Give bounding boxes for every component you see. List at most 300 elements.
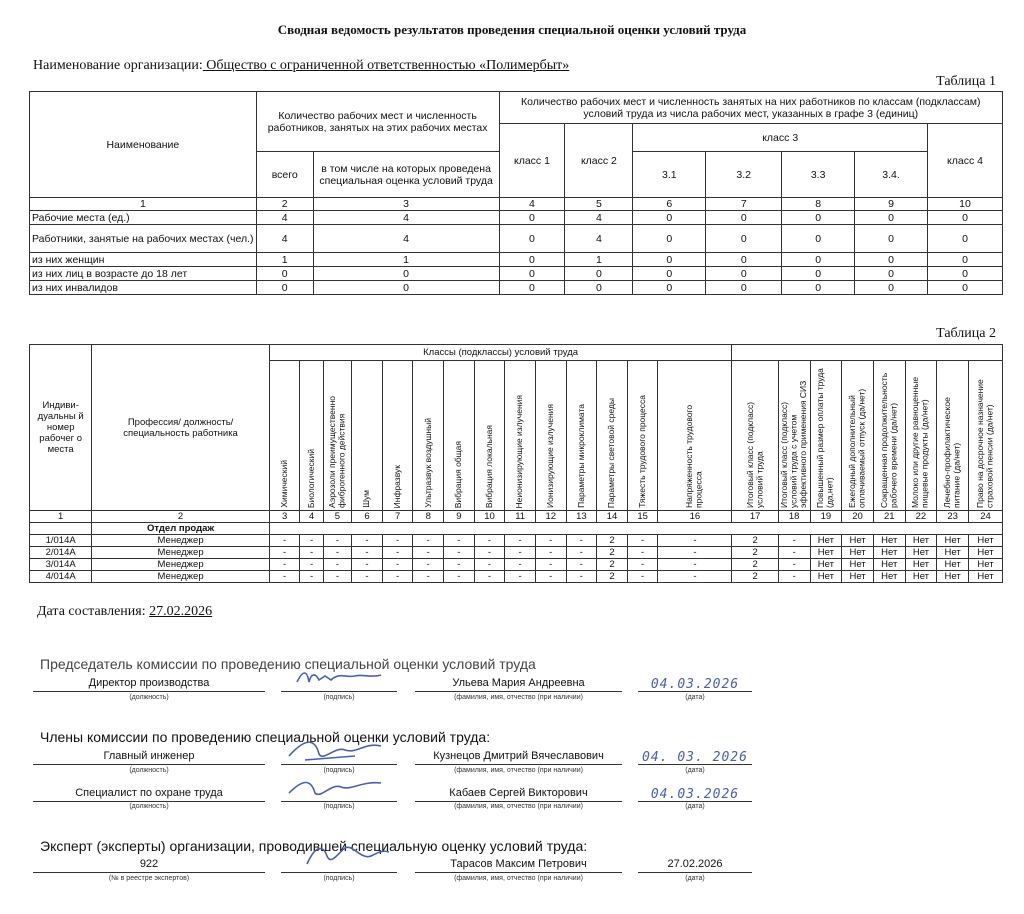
column-number: 5: [323, 511, 352, 523]
factor-header: [597, 361, 628, 511]
factor-header: [269, 361, 300, 511]
table-cell: 0: [706, 211, 782, 225]
table-cell: -: [627, 571, 658, 583]
table-cell: -: [778, 571, 810, 583]
chair-caption-position: (должность): [129, 694, 169, 701]
table-cell: Нет: [810, 535, 842, 547]
factor-header: [968, 361, 1002, 511]
factor-header: [937, 361, 969, 511]
factor-header: [778, 361, 810, 511]
member1-caption-position: (должность): [129, 767, 169, 774]
table-row: [30, 535, 1003, 547]
factor-label: Итоговый класс (подкласс) условий труда с учетом эффективного применения СИЗ: [778, 380, 808, 508]
table-cell: -: [269, 547, 300, 559]
table-cell: 0: [782, 267, 855, 281]
member1-date: 04. 03. 2026: [642, 750, 748, 765]
t2-header-blank: [732, 345, 1003, 361]
table-cell: Нет: [905, 547, 937, 559]
factor-label: Неионизирующие излучения: [514, 394, 525, 508]
table-cell: -: [323, 559, 352, 571]
column-number: 20: [842, 511, 874, 523]
member1-caption-fio: (фамилия, имя, отчество (при наличии): [454, 767, 583, 774]
table-cell: 0: [855, 267, 928, 281]
table-cell: -: [535, 535, 566, 547]
table-cell: 2: [732, 559, 778, 571]
column-number: 3: [313, 198, 499, 211]
column-number: 12: [535, 511, 566, 523]
table-cell: 2: [597, 535, 628, 547]
table1-caption: Таблица 1: [936, 74, 996, 89]
table-cell: -: [444, 535, 475, 547]
factor-label: Тяжесть трудового процесса: [636, 395, 647, 508]
table-cell: 2: [732, 547, 778, 559]
factor-header: [842, 361, 874, 511]
table-cell: -: [300, 535, 323, 547]
table-cell: 2: [597, 559, 628, 571]
factor-label: Аэрозоли преимущественно фиброгенного действия: [326, 396, 347, 508]
row-label: Рабочие места (ед.): [30, 211, 257, 225]
table-cell: 0: [855, 211, 928, 225]
factor-label: Шум: [361, 490, 372, 508]
factor-label: Напряженность трудового процесса: [684, 404, 704, 508]
table-cell: Нет: [937, 547, 969, 559]
t2-header-id: Индиви-дуальны й номер рабочег о места: [30, 345, 92, 511]
factor-label: Ежегодный дополнительный оплачиваемый отпуск (да/нет): [847, 388, 867, 508]
column-number: 2: [92, 511, 269, 523]
organization-line: [33, 58, 569, 74]
document-title: Сводная ведомость результатов проведения специальной оценки условий труда: [277, 22, 747, 37]
factor-label: Параметры световой среды: [606, 397, 617, 508]
t1-header-class1: класс 1: [499, 124, 565, 198]
column-number: 1: [30, 198, 257, 211]
factor-header: [352, 361, 383, 511]
table-row: [30, 253, 1003, 267]
factor-label: Вибрация общая: [453, 440, 464, 508]
t1-header-count: Количество рабочих мест и численность работников, занятых на этих рабочих местах: [256, 92, 499, 152]
table-cell: Нет: [968, 547, 1002, 559]
t1-header-name: Наименование: [30, 92, 257, 198]
table-cell: Нет: [968, 571, 1002, 583]
expert-signature-line: [281, 858, 397, 873]
column-number: 8: [413, 511, 444, 523]
table-cell: 4: [256, 225, 313, 253]
table-cell: Нет: [968, 535, 1002, 547]
table-cell: 0: [706, 225, 782, 253]
table-cell: 0: [706, 253, 782, 267]
table-cell: -: [413, 571, 444, 583]
profession: Менеджер: [92, 535, 269, 547]
column-number: 15: [627, 511, 658, 523]
factor-header: [627, 361, 658, 511]
org-label: Наименование организации:: [33, 58, 203, 73]
chair-caption-signature: (подпись): [323, 694, 355, 701]
table-cell: -: [505, 559, 536, 571]
table-cell: Нет: [873, 559, 905, 571]
table-cell: 4: [313, 225, 499, 253]
table-cell: 0: [782, 253, 855, 267]
t2-header-profession: Профессия/ должность/ специальность работника: [92, 345, 269, 511]
t1-header-class2: класс 2: [565, 124, 633, 198]
factor-label: Инфразвук: [391, 464, 402, 508]
table-cell: -: [474, 547, 505, 559]
factor-header: [732, 361, 778, 511]
t2-header-classes: Классы (подклассы) условий труда: [269, 345, 732, 361]
column-number: 10: [928, 198, 1003, 211]
column-number: 8: [782, 198, 855, 211]
expert-caption-signature: (подпись): [323, 875, 355, 882]
member2-position: Специалист по охране труда: [33, 787, 265, 802]
workplace-id: 2/014А: [30, 547, 92, 559]
expert-date: 27.02.2026: [638, 858, 752, 873]
column-number: 14: [597, 511, 628, 523]
factor-header: [658, 361, 732, 511]
t1-column-numbers: [30, 198, 1003, 211]
table-cell: 0: [313, 267, 499, 281]
table-cell: -: [627, 535, 658, 547]
table-cell: Нет: [873, 547, 905, 559]
column-number: 2: [256, 198, 313, 211]
t1-header-class4: класс 4: [928, 124, 1003, 198]
t2-department: Отдел продаж: [92, 523, 269, 535]
member2-fio: Кабаев Сергей Викторович: [415, 787, 622, 802]
expert-caption-registry: (№ в реестре экспертов): [108, 875, 190, 882]
table-cell: -: [413, 547, 444, 559]
member1-caption-signature: (подпись): [323, 767, 355, 774]
table-cell: -: [300, 571, 323, 583]
member2-signature: [285, 775, 385, 803]
member2-caption-signature: (подпись): [323, 803, 355, 810]
table-cell: Нет: [873, 571, 905, 583]
table-cell: -: [413, 559, 444, 571]
member1-signature: [285, 736, 385, 766]
members-heading: Члены комиссии по проведению специальной оценки условий труда:: [40, 729, 491, 745]
table-cell: -: [382, 559, 413, 571]
column-number: 13: [566, 511, 597, 523]
column-number: 4: [499, 198, 565, 211]
table-cell: -: [413, 535, 444, 547]
table-cell: 0: [633, 281, 706, 295]
table-cell: -: [474, 535, 505, 547]
chair-caption-fio: (фамилия, имя, отчество (при наличии): [454, 694, 583, 701]
column-number: 4: [300, 511, 323, 523]
table-cell: 0: [499, 211, 565, 225]
table-row: [30, 559, 1003, 571]
factor-label: Молоко или другие равноценные пищевые продукты (да/нет): [910, 376, 930, 508]
date-value: 27.02.2026: [149, 604, 213, 619]
table-cell: 2: [732, 535, 778, 547]
table-cell: -: [382, 535, 413, 547]
column-number: 18: [778, 511, 810, 523]
chair-heading: Председатель комиссии по проведению специальной оценки условий труда: [40, 656, 536, 672]
table-cell: 0: [706, 267, 782, 281]
table-cell: Нет: [905, 571, 937, 583]
table-cell: 0: [855, 225, 928, 253]
table-cell: 4: [313, 211, 499, 225]
factor-label: Химический: [278, 460, 289, 508]
table-cell: -: [505, 571, 536, 583]
factor-header: [444, 361, 475, 511]
table-cell: -: [566, 535, 597, 547]
member2-date-line: [638, 787, 752, 802]
table-cell: 0: [633, 225, 706, 253]
table-cell: -: [474, 559, 505, 571]
table-cell: Нет: [937, 535, 969, 547]
table-cell: Нет: [937, 571, 969, 583]
profession: Менеджер: [92, 547, 269, 559]
table-cell: 0: [855, 281, 928, 295]
expert-heading: Эксперт (эксперты) организации, проводившей специальную оценку условий труда:: [40, 838, 588, 854]
column-number: 19: [810, 511, 842, 523]
member2-caption-position: (должность): [129, 803, 169, 810]
table2-caption: Таблица 2: [936, 326, 996, 341]
column-number: 6: [633, 198, 706, 211]
member1-signature-line: [281, 750, 397, 765]
chair-signature: [295, 668, 385, 690]
table-cell: -: [566, 547, 597, 559]
table-cell: Нет: [937, 559, 969, 571]
column-number: 22: [905, 511, 937, 523]
table-cell: Нет: [810, 547, 842, 559]
table-row: [30, 281, 1003, 295]
member2-signature-line: [281, 787, 397, 802]
column-number: 6: [352, 511, 383, 523]
member2-date: 04.03.2026: [650, 787, 740, 802]
t1-header-class3: класс 3: [633, 124, 928, 152]
table-row: [30, 267, 1003, 281]
table-cell: 0: [256, 281, 313, 295]
table-cell: -: [352, 547, 383, 559]
column-number: 1: [30, 511, 92, 523]
table-cell: Нет: [968, 559, 1002, 571]
table-row: [30, 211, 1003, 225]
row-label: из них женщин: [30, 253, 257, 267]
t2-department-row: [30, 523, 1003, 535]
table-cell: -: [658, 571, 732, 583]
table-cell: -: [352, 535, 383, 547]
factor-label: Биологический: [305, 448, 316, 508]
row-label: Работники, занятые на рабочих местах (чел.): [30, 225, 257, 253]
table-cell: -: [778, 547, 810, 559]
row-label: из них инвалидов: [30, 281, 257, 295]
t1-header-assessed: в том числе на которых проведена специальная оценка условий труда: [313, 152, 499, 198]
factor-label: Ионизирующие излучения: [545, 404, 555, 508]
table-cell: 0: [928, 211, 1003, 225]
factor-header: [905, 361, 937, 511]
table-cell: 0: [633, 253, 706, 267]
table-cell: -: [323, 535, 352, 547]
factor-header: [382, 361, 413, 511]
table-row: [30, 547, 1003, 559]
table-cell: -: [269, 559, 300, 571]
table-cell: -: [352, 559, 383, 571]
factor-header: [535, 361, 566, 511]
factor-header: [323, 361, 352, 511]
table-cell: 0: [928, 225, 1003, 253]
row-label: из них лиц в возрасте до 18 лет: [30, 267, 257, 281]
table-cell: 0: [928, 281, 1003, 295]
column-number: 9: [855, 198, 928, 211]
table-cell: -: [269, 571, 300, 583]
table-cell: -: [323, 547, 352, 559]
t1-header-total: всего: [256, 152, 313, 198]
column-number: 17: [732, 511, 778, 523]
factor-label: Право на досрочное назначение страховой пенсии (да/нет): [974, 379, 995, 508]
column-number: 24: [968, 511, 1002, 523]
table-cell: 2: [732, 571, 778, 583]
table-cell: 2: [597, 547, 628, 559]
factor-label: Сокращенная продолжительность рабочего времени (да/нет): [878, 372, 899, 508]
table-cell: -: [627, 547, 658, 559]
factor-label: Ультразвук воздушный: [422, 418, 433, 508]
table-cell: 0: [633, 211, 706, 225]
member2-caption-fio: (фамилия, имя, отчество (при наличии): [454, 803, 583, 810]
table-cell: -: [352, 571, 383, 583]
column-number: 10: [474, 511, 505, 523]
summary-table-2: [29, 344, 1003, 583]
table-cell: Нет: [873, 535, 905, 547]
chair-date-line: [638, 677, 752, 692]
t1-header-3-3: 3.3: [782, 152, 855, 198]
table-cell: 4: [565, 211, 633, 225]
member1-caption-date: (дата): [685, 767, 705, 774]
factor-header: [566, 361, 597, 511]
member1-fio: Кузнецов Дмитрий Вячеславович: [415, 750, 622, 765]
table-cell: 0: [565, 281, 633, 295]
table-cell: Нет: [842, 559, 874, 571]
table-cell: -: [444, 559, 475, 571]
column-number: 16: [658, 511, 732, 523]
table-cell: Нет: [842, 547, 874, 559]
expert-registry: 922: [33, 858, 265, 873]
factor-header: [873, 361, 905, 511]
t1-header-classes: Количество рабочих мест и численность занятых на них работников по классам (подклассам) условий труда из числа рабочих мест, указанных в графе 3 (единиц): [499, 92, 1003, 124]
table-cell: 0: [499, 281, 565, 295]
table-cell: -: [535, 571, 566, 583]
column-number: 21: [873, 511, 905, 523]
summary-table-1: [29, 91, 1003, 295]
factor-label: Итоговый класс (подкласс) условий труда: [744, 401, 765, 508]
table-cell: -: [382, 547, 413, 559]
table-cell: Нет: [842, 535, 874, 547]
chair-caption-date: (дата): [685, 694, 705, 701]
expert-caption-date: (дата): [685, 875, 705, 882]
table-cell: -: [300, 547, 323, 559]
table-cell: 0: [855, 253, 928, 267]
table-cell: -: [505, 547, 536, 559]
table-cell: -: [778, 559, 810, 571]
expert-fio: Тарасов Максим Петрович: [415, 858, 622, 873]
table-cell: 0: [565, 267, 633, 281]
table-cell: Нет: [810, 571, 842, 583]
table-cell: -: [658, 547, 732, 559]
org-name: Общество с ограниченной ответственностью «Полимербыт»: [202, 58, 570, 73]
table-row: [30, 225, 1003, 253]
factor-header: [474, 361, 505, 511]
expert-caption-fio: (фамилия, имя, отчество (при наличии): [454, 875, 583, 882]
column-number: 7: [706, 198, 782, 211]
table-cell: 0: [706, 281, 782, 295]
table-cell: -: [535, 547, 566, 559]
chair-fio: Ульева Мария Андреевна: [415, 677, 622, 692]
factor-header: [413, 361, 444, 511]
table-cell: 0: [499, 267, 565, 281]
table-row: [30, 571, 1003, 583]
table-cell: 1: [313, 253, 499, 267]
table-cell: 0: [256, 267, 313, 281]
table-cell: Нет: [842, 571, 874, 583]
member1-position: Главный инженер: [33, 750, 265, 765]
member2-caption-date: (дата): [685, 803, 705, 810]
table-cell: -: [778, 535, 810, 547]
table-cell: 2: [597, 571, 628, 583]
table-cell: -: [535, 559, 566, 571]
column-number: 7: [382, 511, 413, 523]
table-cell: -: [444, 571, 475, 583]
factor-header: [300, 361, 323, 511]
factor-label: Лечебно-профилактическое питание (да/нет): [942, 397, 962, 508]
column-number: 23: [937, 511, 969, 523]
expert-signature: [301, 842, 391, 872]
t1-header-3-4: 3.4.: [855, 152, 928, 198]
column-number: 3: [269, 511, 300, 523]
table-cell: -: [474, 571, 505, 583]
table-cell: 0: [499, 253, 565, 267]
table-cell: 0: [782, 211, 855, 225]
table-cell: -: [444, 547, 475, 559]
table-cell: -: [323, 571, 352, 583]
chair-signature-line: [281, 677, 397, 692]
chair-position: Директор производства: [33, 677, 265, 692]
member1-date-line: [638, 750, 752, 765]
table-cell: 0: [782, 225, 855, 253]
factor-label: Повышенный размер оплаты труда (да,нет): [815, 368, 835, 508]
factor-label: Вибрация локальная: [483, 424, 494, 508]
workplace-id: 1/014А: [30, 535, 92, 547]
date-label: Дата составления:: [37, 604, 150, 619]
t2-column-numbers: [30, 511, 1003, 523]
column-number: 5: [565, 198, 633, 211]
t1-header-3-1: 3.1: [633, 152, 706, 198]
factor-header: [505, 361, 536, 511]
table-cell: 4: [256, 211, 313, 225]
table-cell: -: [505, 535, 536, 547]
table-cell: 1: [565, 253, 633, 267]
column-number: 9: [444, 511, 475, 523]
workplace-id: 4/014А: [30, 571, 92, 583]
table-cell: 0: [633, 267, 706, 281]
table-cell: 0: [499, 225, 565, 253]
table-cell: 0: [782, 281, 855, 295]
table-cell: Нет: [905, 559, 937, 571]
table-cell: -: [382, 571, 413, 583]
compilation-date: [37, 604, 212, 620]
table-cell: -: [269, 535, 300, 547]
table-cell: -: [658, 535, 732, 547]
profession: Менеджер: [92, 571, 269, 583]
table-cell: -: [566, 571, 597, 583]
table-cell: 0: [313, 281, 499, 295]
profession: Менеджер: [92, 559, 269, 571]
workplace-id: 3/014А: [30, 559, 92, 571]
table-cell: -: [566, 559, 597, 571]
table-cell: 0: [928, 267, 1003, 281]
table-cell: 0: [928, 253, 1003, 267]
table-cell: -: [658, 559, 732, 571]
table-cell: 4: [565, 225, 633, 253]
factor-header: [810, 361, 842, 511]
factor-label: Параметры микроклимата: [575, 404, 586, 508]
table-cell: Нет: [810, 559, 842, 571]
